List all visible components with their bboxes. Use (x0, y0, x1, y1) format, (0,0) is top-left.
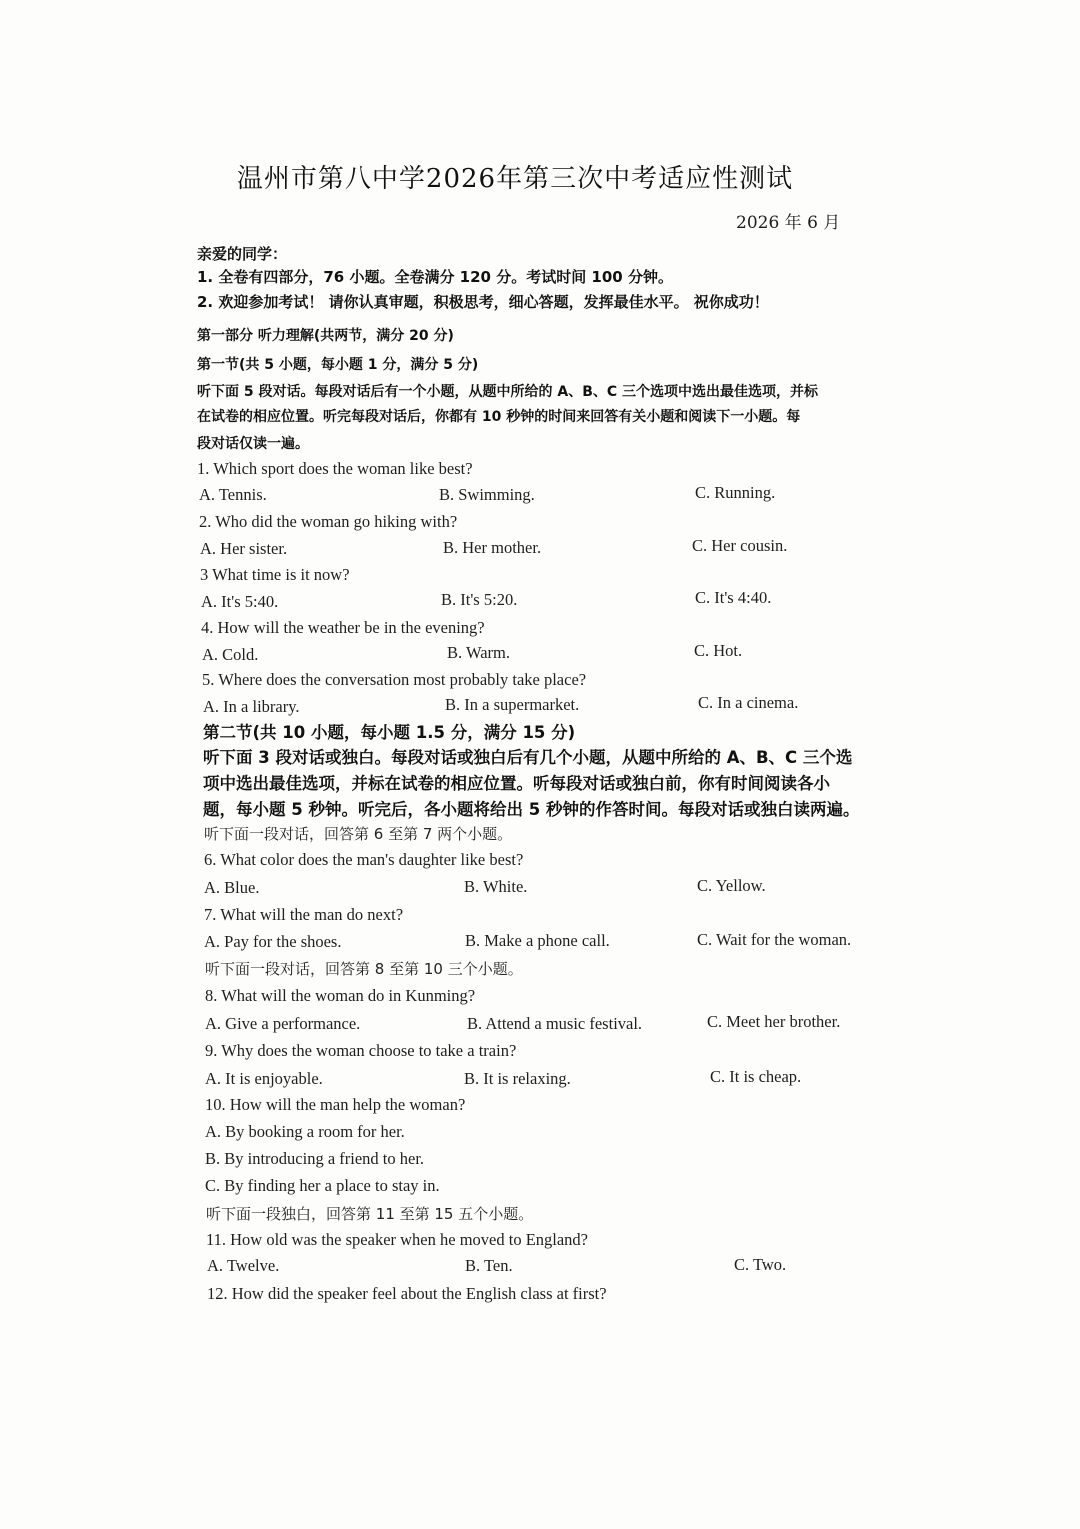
option-c: C. Hot. (694, 641, 743, 660)
option-a: A. Her sister. (200, 539, 288, 558)
section2-instruction-line: 听下面 3 段对话或独白。每段对话或独白后有几个小题，从题中所给的 A、B、C 三个选 (203, 748, 853, 767)
option-b: B. Make a phone call. (465, 931, 610, 950)
option-b: B. Swimming. (439, 485, 535, 504)
option-b: B. In a supermarket. (445, 695, 580, 714)
option-b: B. Attend a music festival. (467, 1014, 643, 1033)
section1-instruction-line: 段对话仅读一遍。 (197, 436, 309, 452)
option-c: C. In a cinema. (698, 693, 799, 712)
question-5: 5. Where does the conversation most probably take place? (202, 670, 587, 689)
option-a: A. By booking a room for her. (205, 1122, 405, 1141)
option-c: C. It is cheap. (710, 1067, 802, 1086)
option-b: B. By introducing a friend to her. (205, 1149, 425, 1168)
option-b: B. Warm. (447, 643, 510, 662)
note-2: 2. 欢迎参加考试！ 请你认真审题，积极思考，细心答题，发挥最佳水平。 祝你成功！ (197, 293, 769, 311)
question-6: 6. What color does the man's daughter like best? (204, 850, 524, 869)
question-3: 3 What time is it now? (200, 565, 350, 584)
option-a: A. Give a performance. (205, 1014, 361, 1033)
option-c: C. Wait for the woman. (697, 930, 852, 949)
option-a: A. Tennis. (199, 485, 267, 504)
exam-date: 2026 年 6 月 (736, 213, 841, 233)
option-a: A. It is enjoyable. (205, 1069, 323, 1088)
option-a: A. Pay for the shoes. (204, 932, 342, 951)
greeting: 亲爱的同学： (197, 245, 288, 263)
part1-heading: 第一部分 听力理解(共两节，满分 20 分) (197, 328, 454, 344)
question-12: 12. How did the speaker feel about the English class at first? (207, 1284, 607, 1303)
exam-title: 温州市第八中学2026年第三次中考适应性测试 (236, 164, 794, 194)
question-7: 7. What will the man do next? (204, 905, 404, 924)
option-b: B. It is relaxing. (464, 1069, 571, 1088)
option-c: C. Meet her brother. (707, 1012, 841, 1031)
option-a: A. It's 5:40. (201, 592, 279, 611)
option-c: C. By finding her a place to stay in. (205, 1176, 440, 1195)
section1-instruction-line: 听下面 5 段对话。每段对话后有一个小题，从题中所给的 A、B、C 三个选项中选出最佳选项，并标 (197, 384, 819, 400)
section1-instruction-line: 在试卷的相应位置。听完每段对话后，你都有 10 秒钟的时间来回答有关小题和阅读下一小题。每 (197, 409, 801, 425)
option-a: A. Twelve. (207, 1256, 280, 1275)
group-intro: 听下面一段对话，回答第 8 至第 10 三个小题。 (205, 960, 523, 978)
question-4: 4. How will the weather be in the evening? (201, 618, 485, 637)
option-c: C. Her cousin. (692, 536, 788, 555)
option-b: B. Ten. (465, 1256, 513, 1275)
group-intro: 听下面一段独白，回答第 11 至第 15 五个小题。 (206, 1205, 534, 1223)
section1-heading: 第一节(共 5 小题，每小题 1 分，满分 5 分) (197, 357, 479, 373)
section2-instruction-line: 题，每小题 5 秒钟。听完后，各小题将给出 5 秒钟的作答时间。每段对话或独白读两遍。 (203, 800, 860, 819)
option-b: B. It's 5:20. (441, 590, 518, 609)
option-a: A. In a library. (203, 697, 300, 716)
question-9: 9. Why does the woman choose to take a train? (205, 1041, 517, 1060)
option-b: B. Her mother. (443, 538, 542, 557)
question-1: 1. Which sport does the woman like best? (197, 459, 473, 478)
note-1: 1. 全卷有四部分，76 小题。全卷满分 120 分。考试时间 100 分钟。 (197, 268, 673, 286)
question-11: 11. How old was the speaker when he moved to England? (206, 1230, 588, 1249)
option-a: A. Blue. (204, 878, 260, 897)
group-intro: 听下面一段对话，回答第 6 至第 7 两个小题。 (204, 825, 513, 843)
option-c: C. Two. (734, 1255, 787, 1274)
option-a: A. Cold. (202, 645, 259, 664)
option-b: B. White. (464, 877, 528, 896)
option-c: C. Running. (695, 483, 776, 502)
section2-heading: 第二节(共 10 小题，每小题 1.5 分，满分 15 分) (203, 723, 576, 742)
option-c: C. It's 4:40. (695, 588, 772, 607)
option-c: C. Yellow. (697, 876, 766, 895)
question-2: 2. Who did the woman go hiking with? (199, 512, 458, 531)
section2-instruction-line: 项中选出最佳选项，并标在试卷的相应位置。听每段对话或独白前，你有时间阅读各小 (203, 774, 830, 793)
question-10: 10. How will the man help the woman? (205, 1095, 466, 1114)
question-8: 8. What will the woman do in Kunming? (205, 986, 476, 1005)
